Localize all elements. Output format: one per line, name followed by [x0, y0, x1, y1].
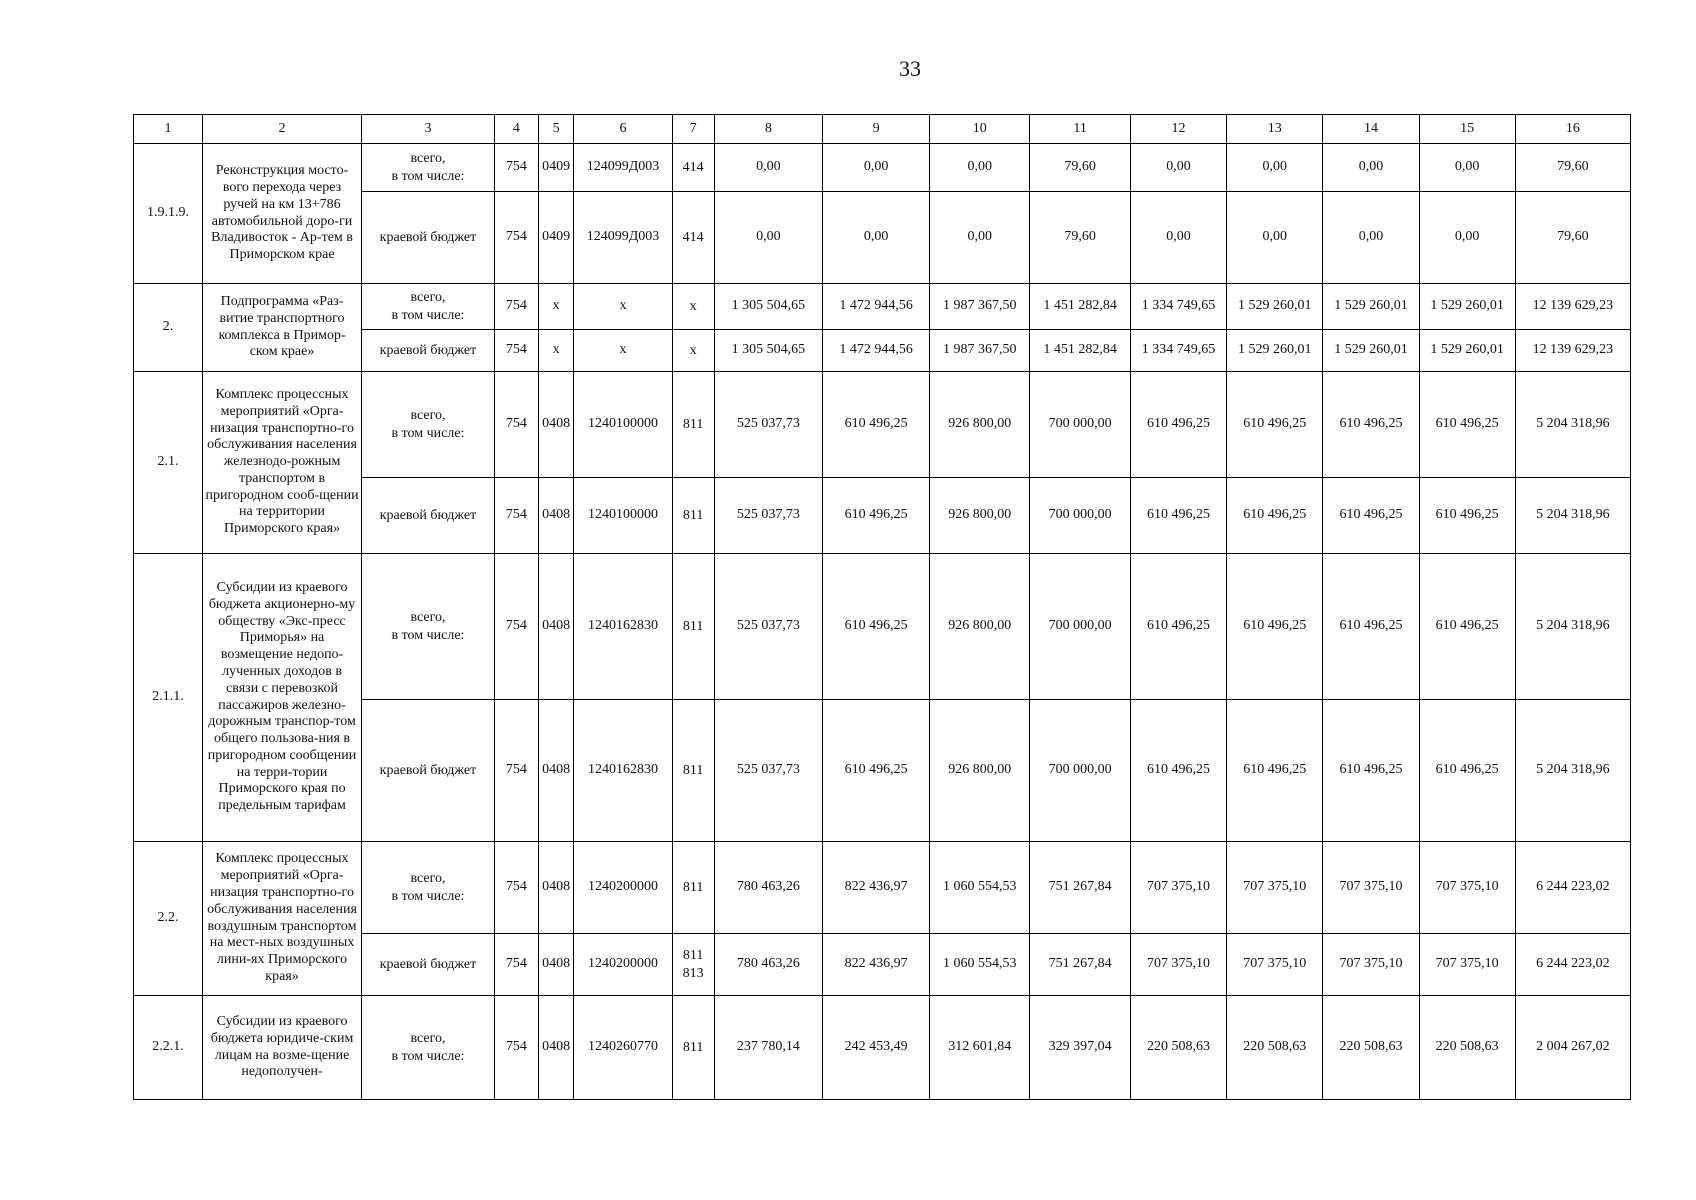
- amount-cell: 1 529 260,01: [1227, 330, 1323, 372]
- expense-type-value: 811: [682, 507, 704, 523]
- amount-cell: 707 375,10: [1323, 934, 1419, 996]
- amount-cell: 610 496,25: [1323, 478, 1419, 554]
- amount-cell: 0,00: [1419, 144, 1515, 192]
- funding-source-line: всего,: [410, 870, 446, 886]
- amount-cell: 751 267,84: [1030, 842, 1130, 934]
- amount-cell: 707 375,10: [1419, 842, 1515, 934]
- amount-cell: 0,00: [714, 144, 823, 192]
- item-name: Комплекс процессных мероприятий «Орга-низация транспортно-го обслуживания населения железнодо-рожным транспортом в пригородном сооб-щении на территории Приморского края»: [203, 372, 362, 554]
- expense-type-code: [672, 842, 714, 934]
- expense-type-code: [672, 996, 714, 1100]
- amount-cell: 610 496,25: [1323, 700, 1419, 842]
- funding-source-line: всего,: [410, 609, 446, 625]
- funding-source-line: всего,: [410, 1030, 446, 1046]
- amount-cell: 610 496,25: [1130, 478, 1226, 554]
- amount-cell: 1 451 282,84: [1030, 284, 1130, 330]
- table-row: [134, 996, 1631, 1100]
- amount-cell: 1 529 260,01: [1419, 284, 1515, 330]
- section-code: 0408: [538, 996, 574, 1100]
- section-code: 0409: [538, 192, 574, 284]
- page-number: 33: [899, 56, 921, 81]
- column-header: 8: [714, 115, 823, 144]
- admin-code: 754: [494, 478, 538, 554]
- amount-cell: 242 453,49: [823, 996, 930, 1100]
- admin-code: 754: [494, 144, 538, 192]
- amount-cell: 525 037,73: [714, 478, 823, 554]
- amount-cell: 610 496,25: [1323, 554, 1419, 700]
- amount-cell: 0,00: [1130, 144, 1226, 192]
- admin-code: 754: [494, 330, 538, 372]
- amount-cell: 1 060 554,53: [930, 934, 1030, 996]
- amount-cell: 525 037,73: [714, 554, 823, 700]
- table-row: [134, 842, 1631, 934]
- table-row: [134, 144, 1631, 192]
- section-code: 0408: [538, 478, 574, 554]
- amount-cell: 525 037,73: [714, 372, 823, 478]
- target-code: 1240200000: [574, 842, 672, 934]
- expense-type-code: [672, 478, 714, 554]
- amount-cell: 926 800,00: [930, 372, 1030, 478]
- amount-cell: 0,00: [1130, 192, 1226, 284]
- section-code: 0408: [538, 842, 574, 934]
- funding-source-line: в том числе:: [391, 168, 465, 184]
- admin-code: 754: [494, 700, 538, 842]
- amount-cell: 1 305 504,65: [714, 284, 823, 330]
- amount-cell: 220 508,63: [1323, 996, 1419, 1100]
- section-code: x: [538, 330, 574, 372]
- table-row: [134, 284, 1631, 330]
- amount-cell: 1 060 554,53: [930, 842, 1030, 934]
- amount-cell: 0,00: [714, 192, 823, 284]
- amount-cell: 610 496,25: [823, 700, 930, 842]
- amount-cell: 0,00: [930, 144, 1030, 192]
- funding-source: [362, 934, 495, 996]
- expense-type-value: 811: [682, 762, 704, 778]
- expense-type-code: [672, 372, 714, 478]
- funding-source-line: краевой бюджет: [379, 762, 477, 778]
- amount-cell: 610 496,25: [1130, 554, 1226, 700]
- expense-type-code: [672, 554, 714, 700]
- admin-code: 754: [494, 842, 538, 934]
- admin-code: 754: [494, 284, 538, 330]
- amount-cell: 1 334 749,65: [1130, 284, 1226, 330]
- amount-cell: 700 000,00: [1030, 554, 1130, 700]
- funding-source-line: краевой бюджет: [379, 229, 477, 245]
- amount-cell: 79,60: [1515, 144, 1630, 192]
- funding-source: [362, 554, 495, 700]
- expense-type-code: [672, 284, 714, 330]
- column-header: 16: [1515, 115, 1630, 144]
- expense-type-code: [672, 700, 714, 842]
- funding-source: [362, 192, 495, 284]
- amount-cell: 12 139 629,23: [1515, 330, 1630, 372]
- funding-source-line: краевой бюджет: [379, 956, 477, 972]
- expense-type-value: 414: [682, 229, 704, 245]
- item-name: Субсидии из краевого бюджета юридиче-ским лицам на возме-щение недополучен-: [203, 996, 362, 1100]
- admin-code: 754: [494, 372, 538, 478]
- funding-source: [362, 144, 495, 192]
- amount-cell: 312 601,84: [930, 996, 1030, 1100]
- admin-code: 754: [494, 192, 538, 284]
- amount-cell: 1 305 504,65: [714, 330, 823, 372]
- amount-cell: 822 436,97: [823, 934, 930, 996]
- amount-cell: 0,00: [930, 192, 1030, 284]
- amount-cell: 610 496,25: [1227, 700, 1323, 842]
- target-code: 1240162830: [574, 700, 672, 842]
- amount-cell: 0,00: [1227, 144, 1323, 192]
- amount-cell: 610 496,25: [823, 478, 930, 554]
- amount-cell: 707 375,10: [1323, 842, 1419, 934]
- item-number: 2.1.: [134, 372, 203, 554]
- amount-cell: 1 987 367,50: [930, 284, 1030, 330]
- item-name: Комплекс процессных мероприятий «Орга-низация транспортно-го обслуживания населения воздушным транспортом на мест-ных воздушных лини-ях Приморского края»: [203, 842, 362, 996]
- amount-cell: 329 397,04: [1030, 996, 1130, 1100]
- column-header: 7: [672, 115, 714, 144]
- target-code: 1240100000: [574, 478, 672, 554]
- column-number-header: [134, 115, 1631, 144]
- section-code: x: [538, 284, 574, 330]
- funding-source: [362, 996, 495, 1100]
- amount-cell: 12 139 629,23: [1515, 284, 1630, 330]
- funding-source-line: в том числе:: [391, 627, 465, 643]
- amount-cell: 700 000,00: [1030, 478, 1130, 554]
- amount-cell: 1 529 260,01: [1227, 284, 1323, 330]
- amount-cell: 220 508,63: [1419, 996, 1515, 1100]
- column-header: 11: [1030, 115, 1130, 144]
- target-code: 1240200000: [574, 934, 672, 996]
- budget-table: [133, 114, 1631, 1100]
- amount-cell: 220 508,63: [1227, 996, 1323, 1100]
- funding-source-line: всего,: [410, 150, 446, 166]
- funding-source-line: в том числе:: [391, 1048, 465, 1064]
- expense-type-value: 811: [682, 416, 704, 432]
- funding-source: [362, 478, 495, 554]
- amount-cell: 610 496,25: [1419, 554, 1515, 700]
- amount-cell: 1 451 282,84: [1030, 330, 1130, 372]
- column-header: 3: [362, 115, 495, 144]
- expense-type-value: 414: [682, 159, 704, 175]
- amount-cell: 926 800,00: [930, 700, 1030, 842]
- amount-cell: 610 496,25: [1227, 554, 1323, 700]
- column-header: 15: [1419, 115, 1515, 144]
- section-code: 0408: [538, 934, 574, 996]
- column-header: 5: [538, 115, 574, 144]
- column-header: 4: [494, 115, 538, 144]
- expense-type-code: [672, 330, 714, 372]
- item-number: 2.: [134, 284, 203, 372]
- amount-cell: 610 496,25: [1130, 700, 1226, 842]
- amount-cell: 707 375,10: [1419, 934, 1515, 996]
- expense-type-code: [672, 934, 714, 996]
- amount-cell: 5 204 318,96: [1515, 554, 1630, 700]
- amount-cell: 79,60: [1030, 192, 1130, 284]
- amount-cell: 926 800,00: [930, 478, 1030, 554]
- amount-cell: 5 204 318,96: [1515, 478, 1630, 554]
- amount-cell: 926 800,00: [930, 554, 1030, 700]
- amount-cell: 0,00: [1323, 192, 1419, 284]
- amount-cell: 610 496,25: [1227, 478, 1323, 554]
- amount-cell: 707 375,10: [1227, 934, 1323, 996]
- amount-cell: 707 375,10: [1130, 934, 1226, 996]
- item-number: 1.9.1.9.: [134, 144, 203, 284]
- amount-cell: 5 204 318,96: [1515, 700, 1630, 842]
- item-number: 2.2.: [134, 842, 203, 996]
- funding-source-line: краевой бюджет: [379, 507, 477, 523]
- amount-cell: 6 244 223,02: [1515, 934, 1630, 996]
- amount-cell: 0,00: [1323, 144, 1419, 192]
- expense-type-code: [672, 144, 714, 192]
- table-body: [134, 144, 1631, 1100]
- expense-type-value: 811: [682, 879, 704, 895]
- funding-source: [362, 372, 495, 478]
- expense-type-value: x: [689, 298, 697, 314]
- column-header: 9: [823, 115, 930, 144]
- section-code: 0409: [538, 144, 574, 192]
- item-name: Субсидии из краевого бюджета акционерно-му обществу «Экс-пресс Приморья» на возмещение недопо-лученных доходов в связи с перевозкой пассажиров железно-дорожным транспор-том общего пользова-ния в пригородном сообщении на терри-тории Приморского края по предельным тарифам: [203, 554, 362, 842]
- expense-type-code: [672, 192, 714, 284]
- amount-cell: 525 037,73: [714, 700, 823, 842]
- amount-cell: 0,00: [1227, 192, 1323, 284]
- expense-type-value: 813: [682, 965, 704, 981]
- amount-cell: 610 496,25: [1419, 700, 1515, 842]
- amount-cell: 700 000,00: [1030, 372, 1130, 478]
- table-row: [134, 372, 1631, 478]
- amount-cell: 1 334 749,65: [1130, 330, 1226, 372]
- target-code: x: [574, 284, 672, 330]
- amount-cell: 780 463,26: [714, 842, 823, 934]
- expense-type-value: x: [689, 342, 697, 358]
- amount-cell: 1 529 260,01: [1419, 330, 1515, 372]
- admin-code: 754: [494, 934, 538, 996]
- funding-source-line: в том числе:: [391, 307, 465, 323]
- column-header: 6: [574, 115, 672, 144]
- funding-source-line: в том числе:: [391, 888, 465, 904]
- amount-cell: 79,60: [1515, 192, 1630, 284]
- target-code: 1240100000: [574, 372, 672, 478]
- funding-source-line: краевой бюджет: [379, 342, 477, 358]
- amount-cell: 610 496,25: [823, 372, 930, 478]
- section-code: 0408: [538, 700, 574, 842]
- column-header: 2: [203, 115, 362, 144]
- funding-source: [362, 284, 495, 330]
- column-header: 12: [1130, 115, 1226, 144]
- item-name: Подпрограмма «Раз-витие транспортного комплекса в Примор-ском крае»: [203, 284, 362, 372]
- funding-source-line: всего,: [410, 289, 446, 305]
- amount-cell: 1 472 944,56: [823, 284, 930, 330]
- item-number: 2.2.1.: [134, 996, 203, 1100]
- amount-cell: 610 496,25: [823, 554, 930, 700]
- item-name: Реконструкция мосто-вого перехода через ручей на км 13+786 автомобильной доро-ги Владивосток - Ар-тем в Приморском крае: [203, 144, 362, 284]
- amount-cell: 1 472 944,56: [823, 330, 930, 372]
- expense-type-value: 811: [682, 947, 704, 963]
- column-header: 13: [1227, 115, 1323, 144]
- amount-cell: 6 244 223,02: [1515, 842, 1630, 934]
- amount-cell: 751 267,84: [1030, 934, 1130, 996]
- amount-cell: 1 529 260,01: [1323, 330, 1419, 372]
- column-header: 10: [930, 115, 1030, 144]
- amount-cell: 220 508,63: [1130, 996, 1226, 1100]
- target-code: 1240260770: [574, 996, 672, 1100]
- target-code: 1240162830: [574, 554, 672, 700]
- amount-cell: 780 463,26: [714, 934, 823, 996]
- amount-cell: 610 496,25: [1227, 372, 1323, 478]
- amount-cell: 2 004 267,02: [1515, 996, 1630, 1100]
- amount-cell: 822 436,97: [823, 842, 930, 934]
- amount-cell: 1 529 260,01: [1323, 284, 1419, 330]
- amount-cell: 610 496,25: [1130, 372, 1226, 478]
- funding-source-line: всего,: [410, 407, 446, 423]
- amount-cell: 700 000,00: [1030, 700, 1130, 842]
- column-header: 14: [1323, 115, 1419, 144]
- amount-cell: 5 204 318,96: [1515, 372, 1630, 478]
- amount-cell: 1 987 367,50: [930, 330, 1030, 372]
- target-code: 124099Д003: [574, 192, 672, 284]
- amount-cell: 0,00: [823, 192, 930, 284]
- amount-cell: 237 780,14: [714, 996, 823, 1100]
- amount-cell: 0,00: [823, 144, 930, 192]
- amount-cell: 610 496,25: [1419, 478, 1515, 554]
- amount-cell: 610 496,25: [1323, 372, 1419, 478]
- section-code: 0408: [538, 554, 574, 700]
- target-code: 124099Д003: [574, 144, 672, 192]
- section-code: 0408: [538, 372, 574, 478]
- funding-source: [362, 700, 495, 842]
- amount-cell: 610 496,25: [1419, 372, 1515, 478]
- amount-cell: 707 375,10: [1130, 842, 1226, 934]
- funding-source: [362, 330, 495, 372]
- table-row: [134, 554, 1631, 700]
- admin-code: 754: [494, 996, 538, 1100]
- amount-cell: 707 375,10: [1227, 842, 1323, 934]
- funding-source-line: в том числе:: [391, 425, 465, 441]
- target-code: x: [574, 330, 672, 372]
- amount-cell: 79,60: [1030, 144, 1130, 192]
- amount-cell: 0,00: [1419, 192, 1515, 284]
- expense-type-value: 811: [682, 1039, 704, 1055]
- item-number: 2.1.1.: [134, 554, 203, 842]
- expense-type-value: 811: [682, 618, 704, 634]
- column-header: 1: [134, 115, 203, 144]
- admin-code: 754: [494, 554, 538, 700]
- funding-source: [362, 842, 495, 934]
